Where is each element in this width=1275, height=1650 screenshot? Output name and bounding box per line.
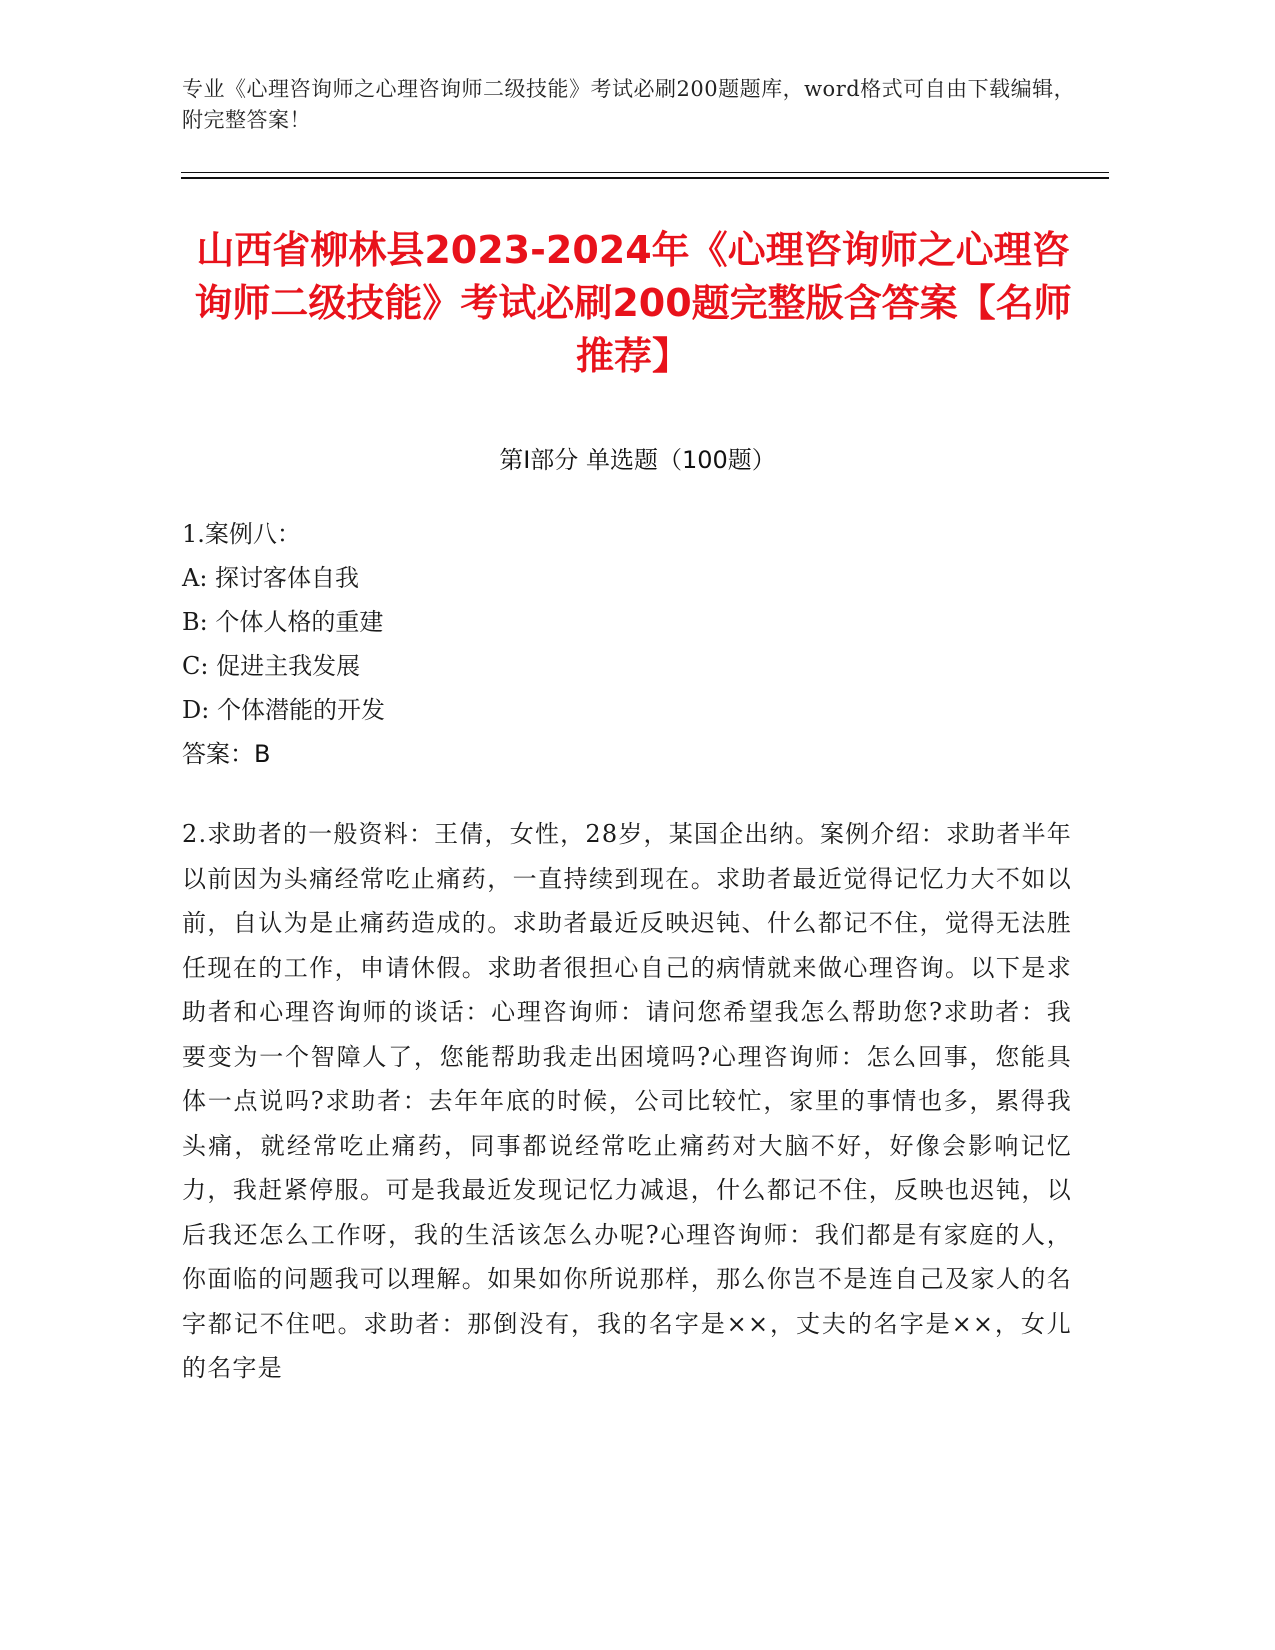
- answer-label: 答案：B: [182, 740, 271, 768]
- option-d: D: 个体潜能的开发: [182, 696, 385, 724]
- question-1: [182, 512, 1072, 776]
- question-2: 2.求助者的一般资料：王倩，女性，28岁，某国企出纳。案例介绍：求助者半年以前因为头痛经常吃止痛药，一直持续到现在。求助者最近觉得记忆力大不如以前，自认为是止痛药造成的。求助者最近反映迟钝、什么都记不住，觉得无法胜任现在的工作，申请休假。求助者很担心自己的病情就来做心理咨询。以下是求助者和心理咨询师的谈话：心理咨询师：请问您希望我怎么帮助您?求助者：我要变为一个智障人了，您能帮助我走出困境吗?心理咨询师：怎么回事，您能具体一点说吗?求助者：去年年底的时候，公司比较忙，家里的事情也多，累得我头痛，就经常吃止痛药，同事都说经常吃止痛药对大脑不好，好像会影响记忆力，我赶紧停服。可是我最近发现记忆力减退，什么都记不住，反映也迟钝，以后我还怎么工作呀，我的生活该怎么办呢?心理咨询师：我们都是有家庭的人，你面临的问题我可以理解。如果如你所说那样，那么你岂不是连自己及家人的名字都记不住吧。求助者：那倒没有，我的名字是××，丈夫的名字是××，女儿的名字是: [182, 820, 1072, 1382]
- question-stem: 1.案例八：: [182, 520, 301, 548]
- option-c: C: 促进主我发展: [182, 652, 361, 680]
- option-b: B: 个体人格的重建: [182, 608, 384, 636]
- header-divider-thin: [181, 172, 1109, 173]
- header-note: 专业《心理咨询师之心理咨询师二级技能》考试必刷200题题库，word格式可自由下载编辑，附完整答案！: [182, 77, 1076, 132]
- section-title: 第I部分 单选题（100题）: [499, 446, 776, 474]
- option-a: A: 探讨客体自我: [182, 564, 360, 592]
- document-title: 山西省柳林县2023-2024年《心理咨询师之心理咨询师二级技能》考试必刷200题完整版含答案【名师推荐】: [194, 228, 1072, 378]
- header-divider-thick: [181, 177, 1109, 179]
